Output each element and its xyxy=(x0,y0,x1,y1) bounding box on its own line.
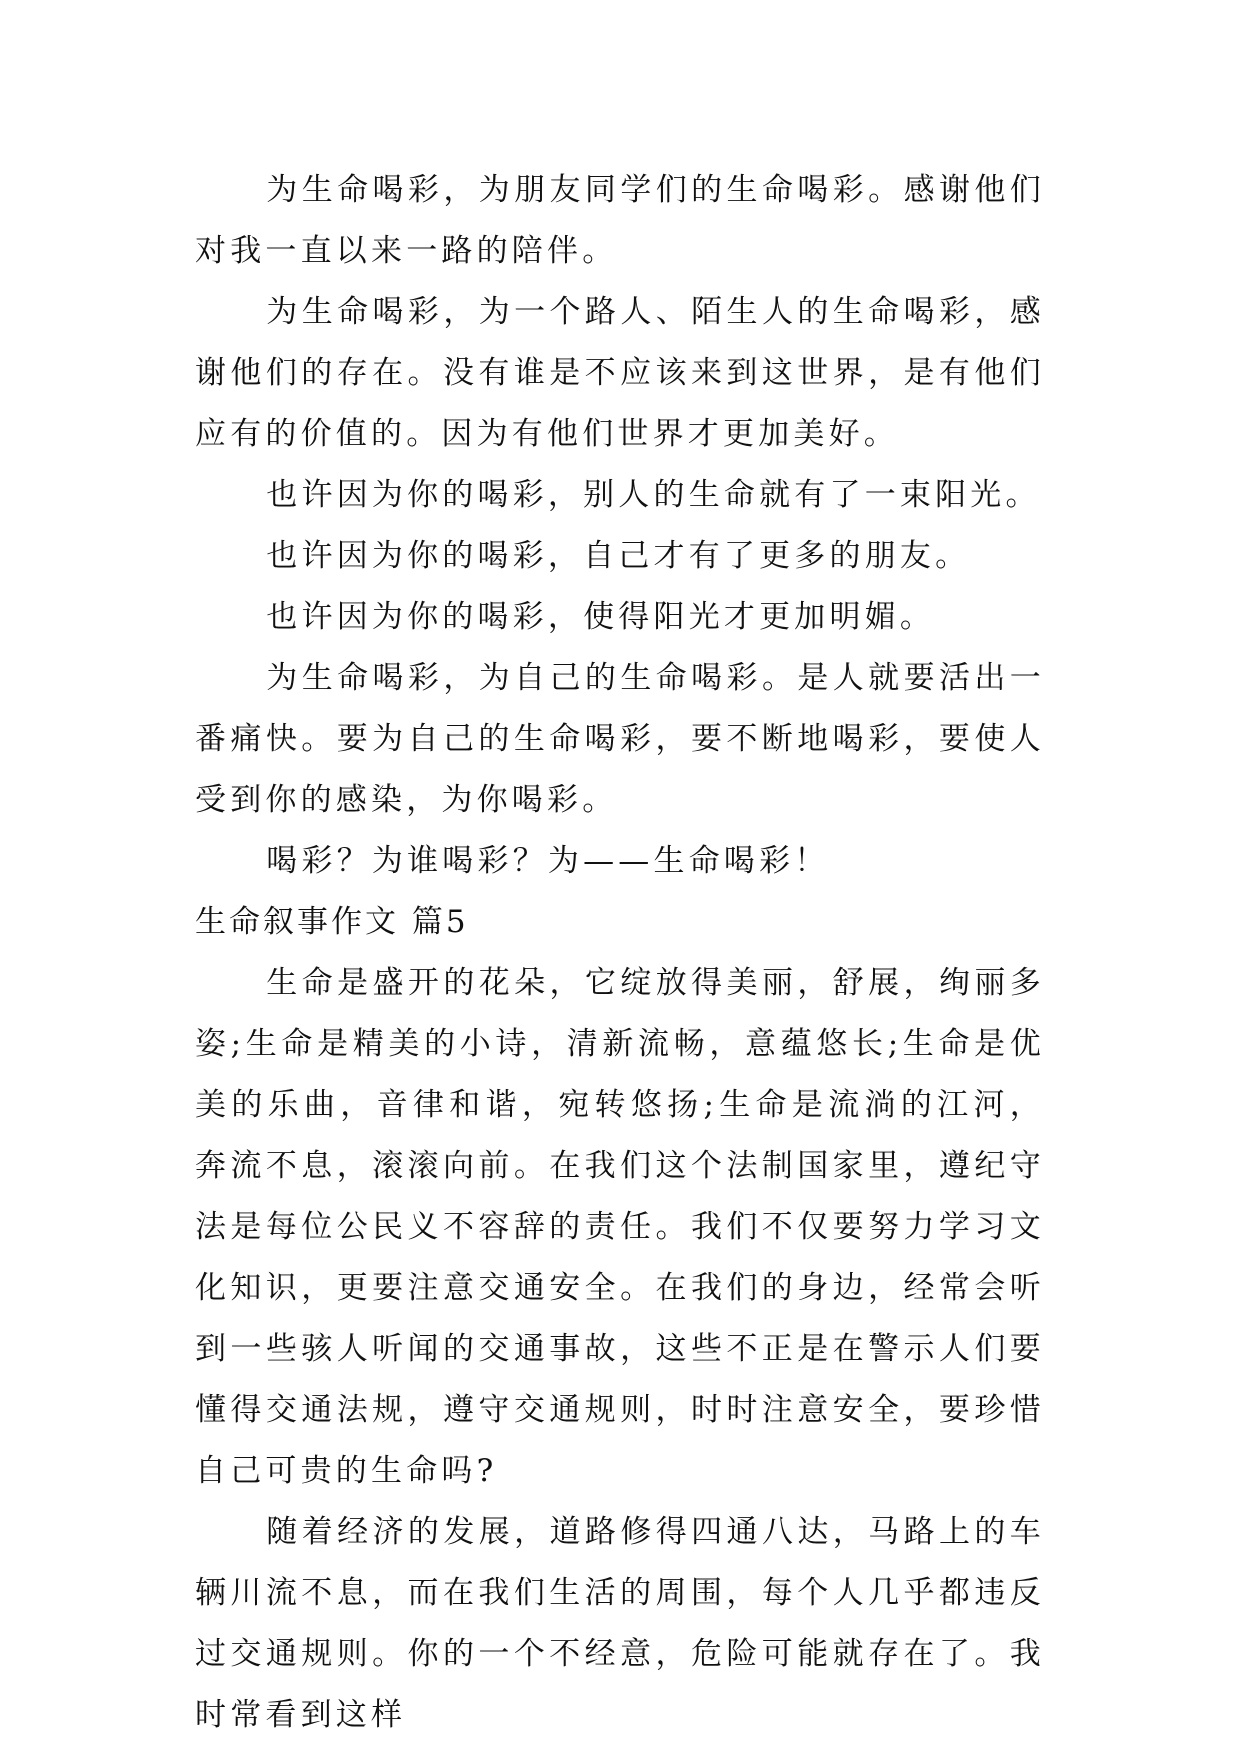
paragraph-8: 生命是盛开的花朵，它绽放得美丽，舒展，绚丽多姿;生命是精美的小诗，清新流畅，意蕴悠长;生命是优美的乐曲，音律和谐，宛转悠扬;生命是流淌的江河，奔流不息，滚滚向前。在我们这个法制国家里，遵纪守法是每位公民义不容辞的责任。我们不仅要努力学习文化知识，更要注意交通安全。在我们的身边，经常会听到一些骇人听闻的交通事故，这些不正是在警示人们要懂得交通法规，遵守交通规则，时时注意安全，要珍惜自己可贵的生命吗? xyxy=(195,965,1045,1489)
paragraph-6: 为生命喝彩，为自己的生命喝彩。是人就要活出一番痛快。要为自己的生命喝彩，要不断地喝彩，要使人受到你的感染，为你喝彩。 xyxy=(195,660,1045,818)
paragraph-3: 也许因为你的喝彩，别人的生命就有了一束阳光。 xyxy=(266,477,1041,513)
section-heading: 生命叙事作文 篇5 xyxy=(195,904,469,940)
paragraph-2: 为生命喝彩，为一个路人、陌生人的生命喝彩，感谢他们的存在。没有谁是不应该来到这世界，是有他们应有的价值的。因为有他们世界才更加美好。 xyxy=(195,294,1045,452)
paragraph-7: 喝彩？为谁喝彩？为——生命喝彩！ xyxy=(266,843,830,879)
paragraph-1: 为生命喝彩，为朋友同学们的生命喝彩。感谢他们对我一直以来一路的陪伴。 xyxy=(195,172,1045,269)
paragraph-9: 随着经济的发展，道路修得四通八达，马路上的车辆川流不息，而在我们生活的周围，每个人几乎都违反过交通规则。你的一个不经意，危险可能就存在了。我时常看到这样 xyxy=(195,1514,1045,1733)
paragraph-5: 也许因为你的喝彩，使得阳光才更加明媚。 xyxy=(266,599,936,635)
document-body xyxy=(195,160,1045,1746)
paragraph-4: 也许因为你的喝彩，自己才有了更多的朋友。 xyxy=(266,538,971,574)
